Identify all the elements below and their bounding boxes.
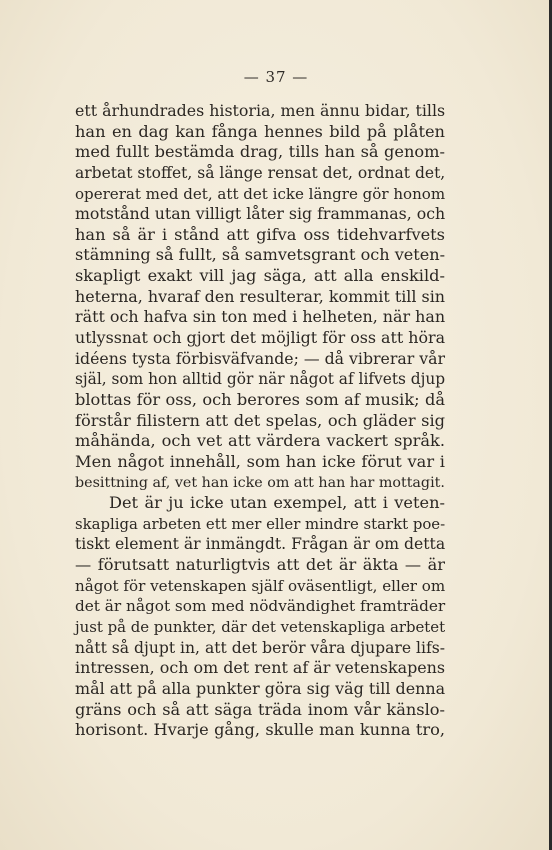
- text-line: ett århundrades historia, men ännu bidar, tills: [75, 101, 446, 120]
- text-line: horisont. Hvarje gång, skulle man kunna tro,: [75, 720, 445, 740]
- text-line: motstånd utan villigt låter sig frammanas, och: [75, 204, 446, 224]
- text-line: utlyssnat och gjort det möjligt för oss att höra: [75, 328, 446, 348]
- text-line: blottas för oss, och berores som af musik; då: [75, 389, 445, 409]
- paragraph-end-line: besittning af, vet han icke om att han har mottagit.: [75, 474, 445, 491]
- text-line: själ, som hon alltid gör när något af lifvets djup: [75, 370, 446, 389]
- paragraph-start-line: Det är ju icke utan exempel, att i veten-: [109, 493, 445, 513]
- text-line: Men något innehåll, som han icke förut var i: [75, 451, 445, 471]
- page-number: — 37 —: [243, 68, 309, 86]
- text-line: heterna, hvaraf den resulterar, kommit till sin: [75, 286, 446, 306]
- text-line: arbetat stoffet, så länge rensat det, ordnat det,: [75, 163, 446, 182]
- text-line: tiskt element är inmängdt. Frågan är om detta: [75, 534, 446, 554]
- text-line: han så är i stånd att gifva oss tidehvarfvets: [75, 224, 445, 244]
- text-line: nått så djupt in, att det berör våra djupare lifs-: [75, 638, 446, 657]
- text-line: det är något som med nödvändighet framträder: [75, 597, 446, 616]
- body-text: [75, 101, 445, 741]
- text-line: just på de punkter, där det vetenskapliga arbetet: [75, 618, 446, 637]
- text-line: skapligt exakt vill jag säga, att alla enskild-: [75, 266, 445, 286]
- text-line: stämning så fullt, så samvetsgrant och veten-: [75, 245, 446, 265]
- text-line: intressen, och om det rent af är vetenskapens: [75, 658, 446, 678]
- text-line: idéens tysta förbisväfvande; — då vibrerar vår: [75, 348, 445, 368]
- text-line: han en dag kan fånga hennes bild på plåten: [75, 121, 445, 141]
- text-line: — förutsatt naturligtvis att det är äkta — är: [75, 555, 445, 575]
- text-line: mål att på alla punkter göra sig väg till denna: [75, 678, 446, 698]
- text-line: rätt och hafva sin ton med i helheten, när han: [75, 307, 446, 327]
- text-line: något för vetenskapen själf oväsentligt, eller om: [75, 576, 446, 595]
- text-line: måhända, och vet att värdera vackert språk.: [75, 431, 445, 451]
- text-line: opererat med det, att det icke längre gör honom: [75, 184, 446, 203]
- text-line: förstår filistern att det spelas, och gläder sig: [75, 410, 445, 430]
- text-line: skapliga arbeten ett mer eller mindre starkt poe-: [75, 514, 446, 533]
- text-line: med fullt bestämda drag, tills han så genom-: [75, 142, 445, 162]
- text-line: gräns och så att säga träda inom vår känslo-: [75, 699, 445, 719]
